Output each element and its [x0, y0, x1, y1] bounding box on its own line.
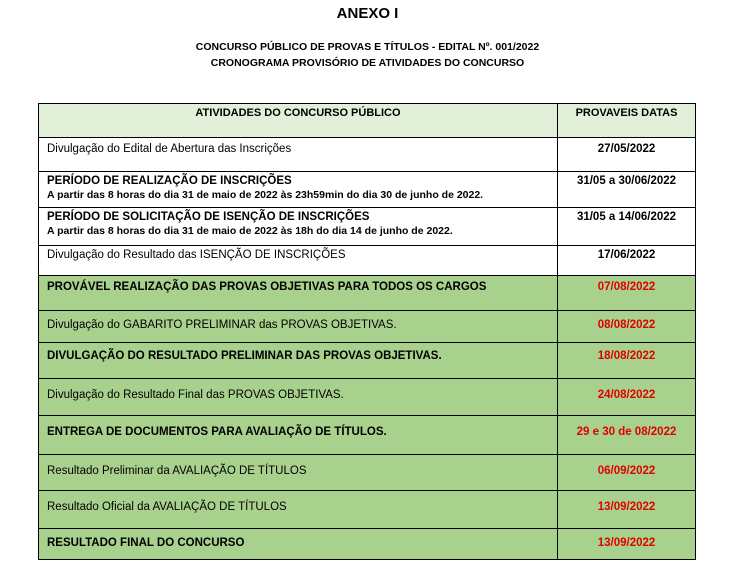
table-row	[39, 172, 696, 208]
table-row	[39, 246, 696, 276]
activity-text: RESULTADO FINAL DO CONCURSO	[47, 537, 245, 549]
header-dates: PROVAVEIS DATAS	[558, 104, 696, 138]
table-row	[39, 455, 696, 491]
activity-detail: A partir das 8 horas do dia 31 de maio de 2022 às 18h do dia 14 de junho de 2022.	[47, 225, 453, 237]
activity-text: Divulgação do Edital de Abertura das Inscrições	[47, 143, 292, 155]
activity-text: DIVULGAÇÃO DO RESULTADO PRELIMINAR DAS PROVAS OBJETIVAS.	[47, 350, 442, 362]
date-text: 18/08/2022	[597, 350, 656, 362]
schedule-table	[38, 103, 696, 560]
activity-text: Divulgação do GABARITO PRELIMINAR das PROVAS OBJETIVAS.	[47, 319, 397, 331]
date-text: 06/09/2022	[597, 465, 656, 477]
table-row	[39, 311, 696, 343]
activity-text: PERÍODO DE REALIZAÇÃO DE INSCRIÇÕES	[47, 175, 292, 187]
date-text: 31/05 a 30/06/2022	[576, 175, 677, 187]
table-row	[39, 138, 696, 172]
activity-text: Resultado Oficial da AVALIAÇÃO DE TÍTULOS	[47, 501, 287, 513]
activity-detail: A partir das 8 horas do dia 31 de maio de 2022 às 23h59min do dia 30 de junho de 2022.	[47, 189, 484, 201]
activity-text: Divulgação do Resultado das ISENÇÃO DE INSCRIÇÕES	[47, 249, 346, 261]
table-row	[39, 416, 696, 455]
date-text: 31/05 a 14/06/2022	[576, 211, 677, 223]
table-row	[39, 529, 696, 560]
table-row	[39, 208, 696, 246]
activity-text: ENTREGA DE DOCUMENTOS PARA AVALIAÇÃO DE TÍTULOS.	[47, 426, 387, 438]
date-text: 27/05/2022	[597, 143, 656, 155]
table-row	[39, 276, 696, 311]
table-row	[39, 343, 696, 379]
contest-subtitle: CONCURSO PÚBLICO DE PROVAS E TÍTULOS - EDITAL Nº. 001/2022	[195, 41, 540, 53]
activity-text: Divulgação do Resultado Final das PROVAS OBJETIVAS.	[47, 389, 344, 401]
activity-text: PERÍODO DE SOLICITAÇÃO DE ISENÇÃO DE INSCRIÇÕES	[47, 211, 370, 223]
table-row	[39, 491, 696, 529]
activity-text: PROVÁVEL REALIZAÇÃO DAS PROVAS OBJETIVAS PARA TODOS OS CARGOS	[47, 281, 487, 293]
annex-title: ANEXO I	[336, 5, 399, 22]
date-text: 08/08/2022	[597, 319, 656, 331]
table-header-row	[39, 104, 696, 138]
date-text: 24/08/2022	[597, 389, 656, 401]
date-text: 07/08/2022	[597, 281, 656, 293]
date-text: 13/09/2022	[597, 537, 656, 549]
header-activities: ATIVIDADES DO CONCURSO PÚBLICO	[39, 104, 558, 138]
schedule-subtitle: CRONOGRAMA PROVISÓRIO DE ATIVIDADES DO CONCURSO	[210, 57, 525, 69]
date-text: 17/06/2022	[597, 249, 656, 261]
activity-text: Resultado Preliminar da AVALIAÇÃO DE TÍTULOS	[47, 465, 307, 477]
date-text: 29 e 30 de 08/2022	[576, 426, 677, 438]
date-text: 13/09/2022	[597, 501, 656, 513]
table-row	[39, 379, 696, 416]
